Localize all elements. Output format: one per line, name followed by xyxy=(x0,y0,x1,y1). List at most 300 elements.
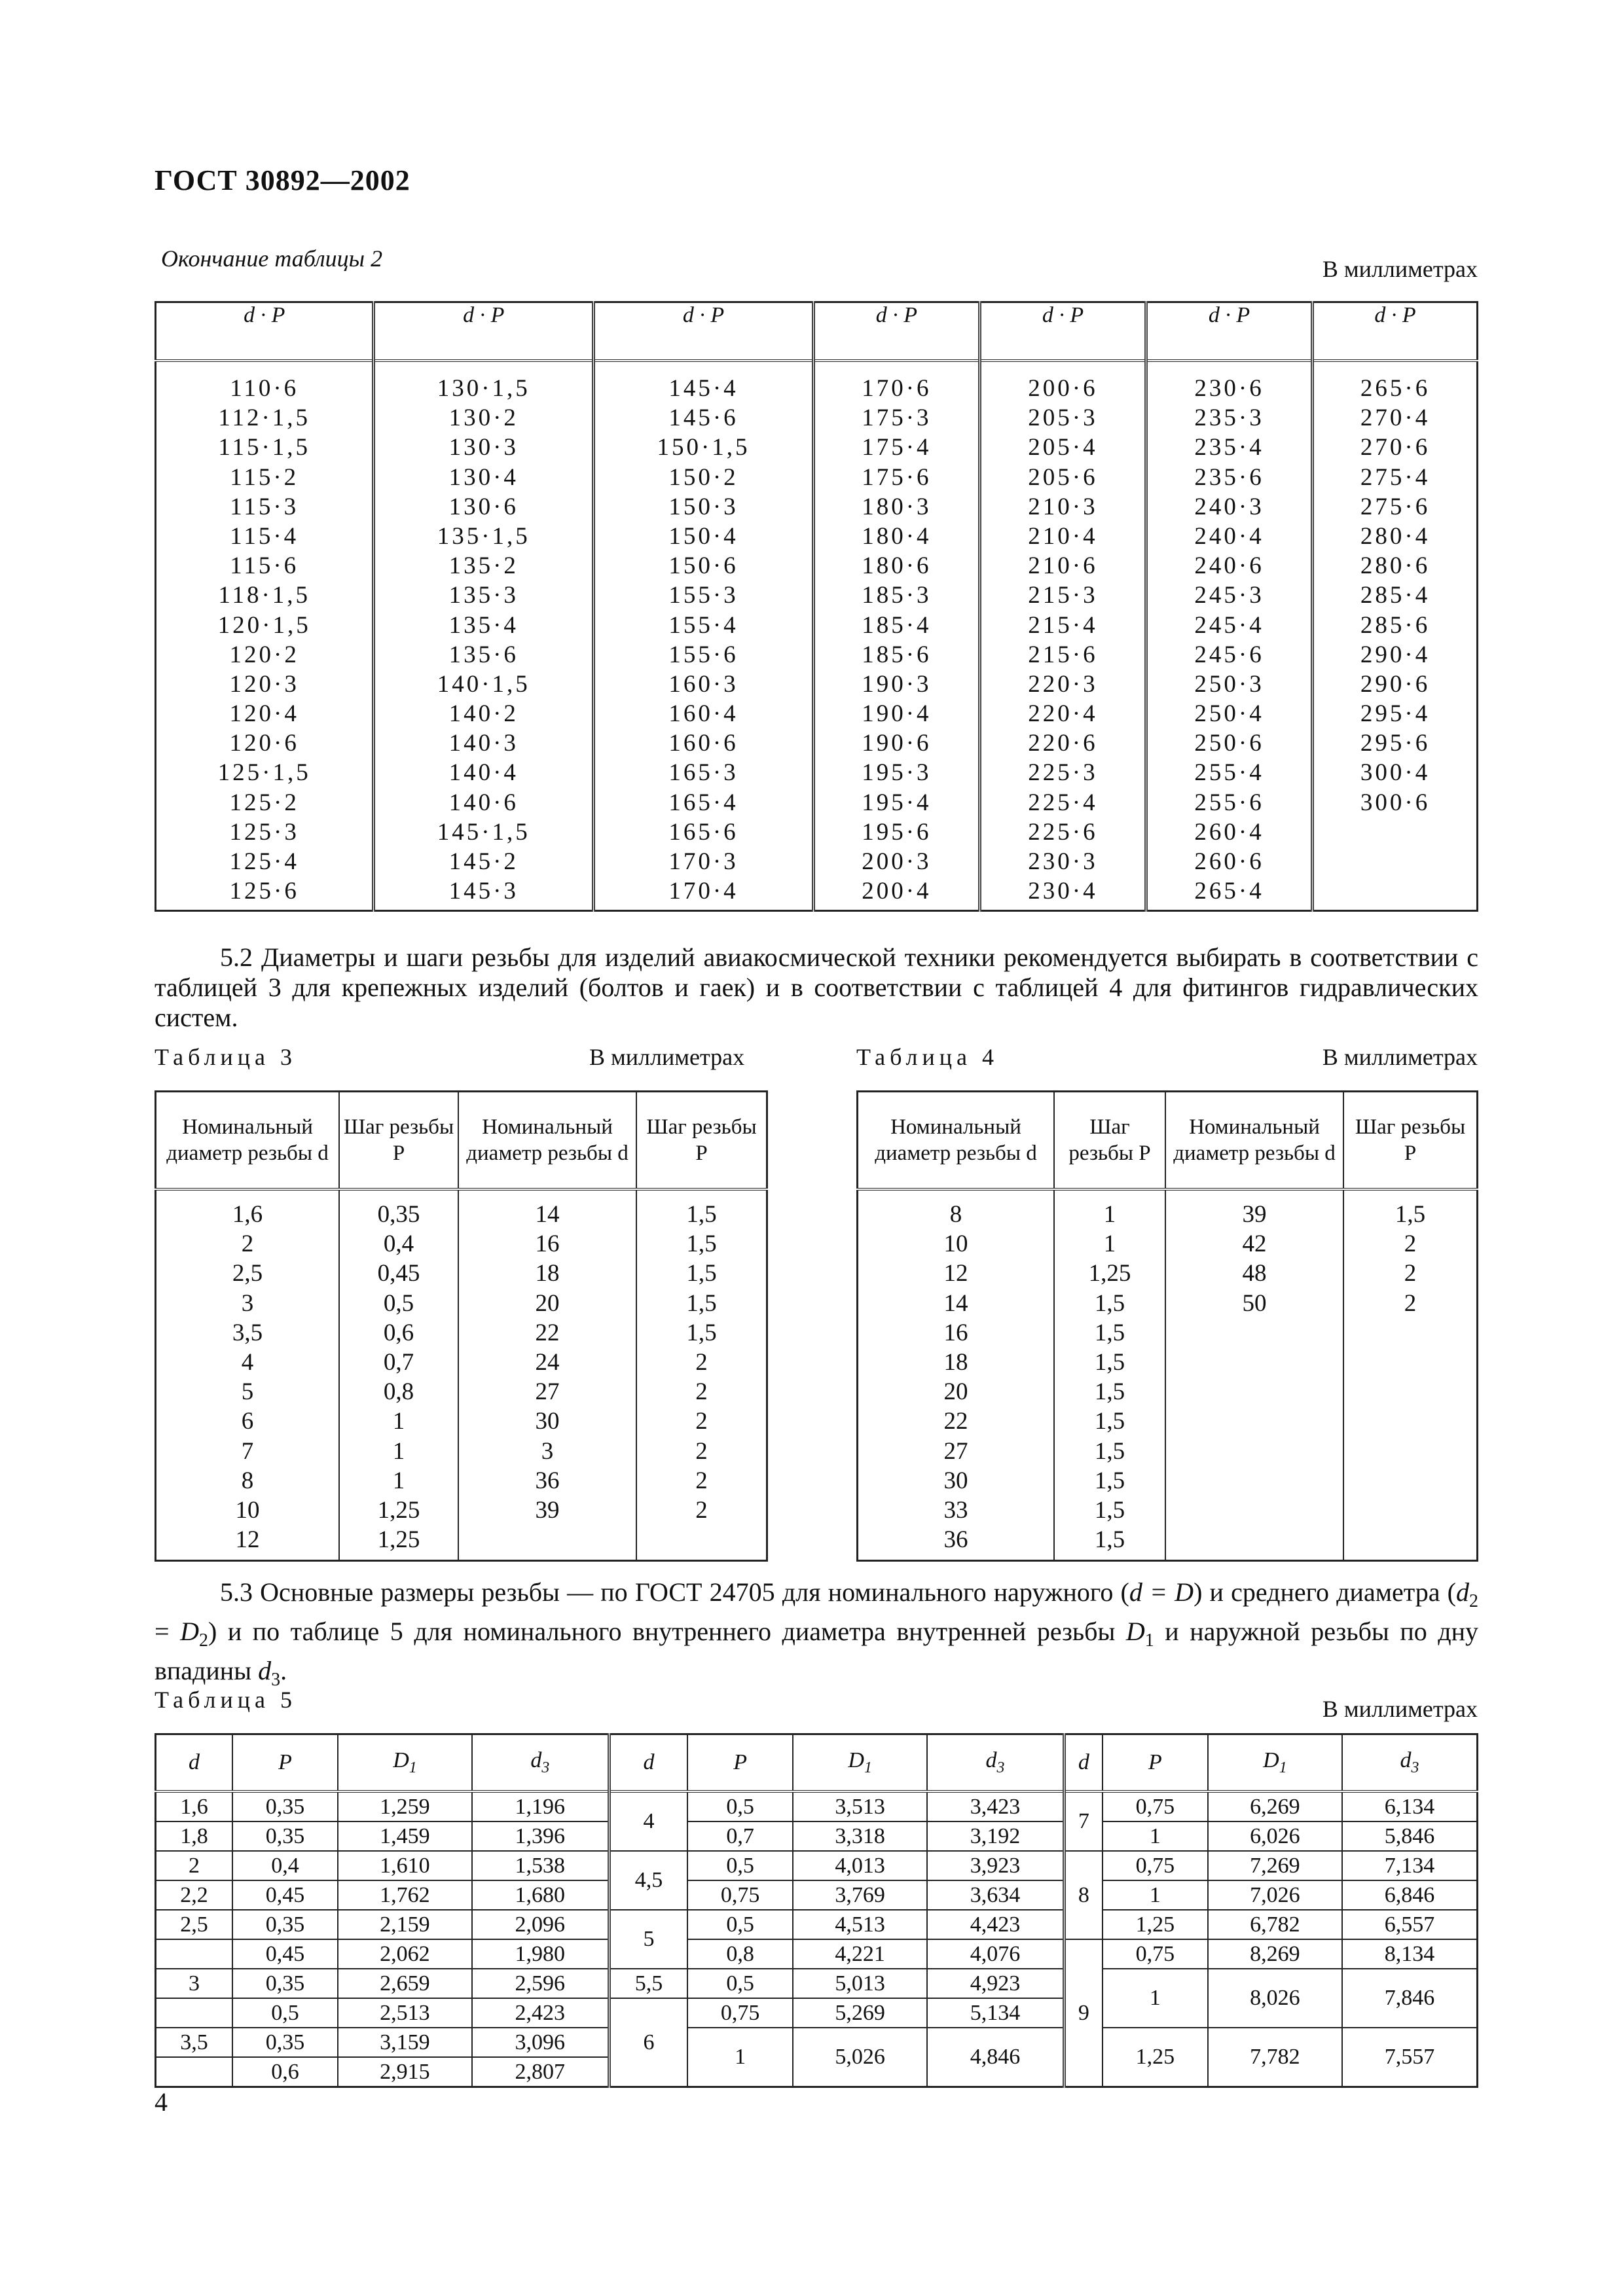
table2-cell: 175·4 xyxy=(862,434,932,461)
table2-cell: 145·4 xyxy=(668,375,739,402)
table5-cell: 0,75 xyxy=(687,1998,793,2028)
table2-header-7: d · P xyxy=(1313,302,1478,361)
table5-cell: 3 xyxy=(156,1969,233,1998)
table2-cell: 145·1,5 xyxy=(437,818,530,846)
table2-cell: 230·6 xyxy=(1194,375,1264,402)
table2-cell: 160·3 xyxy=(668,670,739,698)
page-number: 4 xyxy=(155,2087,168,2117)
table2-cell: 270·4 xyxy=(1360,404,1431,432)
table2-cell: 195·3 xyxy=(862,759,932,787)
table5-cell: 3,318 xyxy=(793,1821,927,1851)
table-cell: 50 xyxy=(1242,1289,1267,1317)
t5-h-d3-2-main: d xyxy=(985,1748,997,1773)
table3-caption: Таблица 3 xyxy=(155,1044,297,1070)
table-cell: 0,35 xyxy=(377,1201,420,1228)
table2-cell: 175·3 xyxy=(862,404,932,432)
table-cell: 1 xyxy=(392,1437,405,1465)
t5-h-d3-1-main: d xyxy=(530,1748,542,1773)
table-cell: 1,5 xyxy=(686,1201,717,1228)
table2-cell: 118·1,5 xyxy=(218,582,311,609)
table5-cell: 3,634 xyxy=(927,1880,1064,1910)
table5-cell: 7 xyxy=(1064,1791,1103,1851)
table2-header-2: d · P xyxy=(374,302,594,361)
table2-cell: 240·3 xyxy=(1194,493,1264,520)
table5-cell: 2,5 xyxy=(156,1910,233,1939)
table5-cell: 7,557 xyxy=(1342,2028,1478,2087)
table2-cell: 180·4 xyxy=(862,522,932,550)
table-cell: 10 xyxy=(235,1496,260,1524)
table5-cell: 4,423 xyxy=(927,1910,1064,1939)
table-cell: 0,5 xyxy=(383,1289,414,1317)
table4-header-pitch: Шаг резьбы P xyxy=(1054,1092,1165,1190)
table2-cell: 135·1,5 xyxy=(437,522,530,550)
table5-row xyxy=(156,1910,1478,1939)
table2-cell: 230·4 xyxy=(1028,878,1098,905)
table2-cell: 220·3 xyxy=(1028,670,1098,698)
table-cell: 22 xyxy=(943,1408,968,1435)
table2-cell: 180·3 xyxy=(862,493,932,520)
table2-cell: 115·1,5 xyxy=(218,434,311,461)
table-cell: 2 xyxy=(241,1230,254,1258)
table2-header-6: d · P xyxy=(1146,302,1313,361)
table2-cell: 285·6 xyxy=(1360,611,1431,639)
table-cell: 2 xyxy=(695,1437,708,1465)
table2-cell: 260·4 xyxy=(1194,818,1264,846)
table2-cell: 155·4 xyxy=(668,611,739,639)
table2-column xyxy=(594,361,814,911)
table2-cell: 125·1,5 xyxy=(217,759,311,787)
t5-h-d3-3-main: d xyxy=(1400,1748,1412,1773)
table-cell: 36 xyxy=(535,1467,560,1494)
table5-row xyxy=(156,1880,1478,1910)
table2-cell: 165·6 xyxy=(668,818,739,846)
table5-cell: 2,159 xyxy=(338,1910,472,1939)
table-cell: 3 xyxy=(541,1437,554,1465)
table2-cell: 140·1,5 xyxy=(437,670,530,698)
table5-cell: 4,923 xyxy=(927,1969,1064,1998)
t5-h-P-1: P xyxy=(232,1734,338,1792)
table5-cell: 3,769 xyxy=(793,1880,927,1910)
table5-row xyxy=(156,1969,1478,1998)
table2-cell: 235·6 xyxy=(1194,463,1264,491)
table5-cell: 0,7 xyxy=(687,1821,793,1851)
para53-eq-sign: = xyxy=(155,1617,181,1646)
table-cell: 4 xyxy=(241,1348,254,1376)
table5-row xyxy=(156,1821,1478,1851)
table2-column xyxy=(1146,361,1313,911)
table-cell: 1 xyxy=(1103,1230,1116,1258)
paragraph-5-3 xyxy=(155,1577,1478,1695)
table2-cell: 145·2 xyxy=(448,848,519,875)
t5-h-d-1: d xyxy=(156,1734,233,1792)
table5-cell: 1,25 xyxy=(1103,2028,1208,2087)
table5-cell xyxy=(156,2057,233,2087)
table5-cell: 0,6 xyxy=(232,2057,338,2087)
table5-cell: 2,807 xyxy=(472,2057,609,2087)
table-cell: 8 xyxy=(949,1201,962,1228)
t5-h-D1-1-main: D xyxy=(393,1748,409,1773)
table-cell: 1 xyxy=(392,1408,405,1435)
t5-h-D1-2-sub: 1 xyxy=(864,1759,872,1776)
table5-cell: 6,269 xyxy=(1208,1791,1342,1821)
table5-cell: 6,134 xyxy=(1342,1791,1478,1821)
para53-D2-sub: 2 xyxy=(198,1630,208,1651)
table2-cell: 225·6 xyxy=(1028,818,1098,846)
table2-cell: 145·3 xyxy=(448,878,519,905)
para53-d3-sub: 3 xyxy=(271,1670,281,1690)
table-cell: 2 xyxy=(695,1378,708,1406)
table3-col-pitch-2 xyxy=(636,1189,767,1561)
table2-cell: 200·6 xyxy=(1028,375,1098,402)
table-cell: 1,5 xyxy=(1094,1348,1125,1376)
table-cell: 2 xyxy=(695,1496,708,1524)
table2-cell: 170·6 xyxy=(862,375,932,402)
table-cell: 20 xyxy=(943,1378,968,1406)
table5-row xyxy=(156,2028,1478,2057)
table5-cell: 3,513 xyxy=(793,1791,927,1821)
table2-cell: 215·4 xyxy=(1028,611,1098,639)
table-cell: 16 xyxy=(535,1230,560,1258)
table2-cell: 130·6 xyxy=(448,493,519,520)
table-cell: 36 xyxy=(943,1526,968,1554)
table2-column xyxy=(979,361,1146,911)
table2-cell: 135·2 xyxy=(448,552,519,580)
para53-eq-d-D: d = D xyxy=(1129,1577,1194,1607)
t5-h-D1-1-sub: 1 xyxy=(409,1759,417,1776)
table2-cell: 285·4 xyxy=(1360,582,1431,609)
table5-cell: 3,159 xyxy=(338,2028,472,2057)
table5-cell: 1,6 xyxy=(156,1791,233,1821)
table5-cell: 0,35 xyxy=(232,2028,338,2057)
table2-cell: 225·3 xyxy=(1028,759,1098,787)
table2-cell: 135·6 xyxy=(448,641,519,668)
para53-text-5: . xyxy=(280,1656,287,1685)
table5-cell: 4,221 xyxy=(793,1939,927,1969)
table5-cell: 1,762 xyxy=(338,1880,472,1910)
table4-header-pitch-2: Шаг резьбы P xyxy=(1343,1092,1478,1190)
table-cell: 24 xyxy=(535,1348,560,1376)
table5-cell: 5,5 xyxy=(609,1969,687,1998)
table2-cell: 150·2 xyxy=(668,463,739,491)
table2-cell: 250·3 xyxy=(1194,670,1264,698)
t5-h-D1-1 xyxy=(338,1734,472,1792)
table2-cell: 130·2 xyxy=(448,404,519,432)
table-cell: 14 xyxy=(535,1201,560,1228)
table2-cell: 250·6 xyxy=(1194,730,1264,757)
table5-cell: 1,25 xyxy=(1103,1910,1208,1939)
table5-cell: 0,4 xyxy=(232,1851,338,1880)
para53-text-3: ) и по таблице 5 для номинального внутреннего диаметра внутренней резьбы xyxy=(208,1617,1126,1646)
table-cell: 14 xyxy=(943,1289,968,1317)
table5-cell: 7,782 xyxy=(1208,2028,1342,2087)
table5-cell: 8,269 xyxy=(1208,1939,1342,1969)
t5-h-D1-2-main: D xyxy=(848,1748,864,1773)
table2-cell: 185·3 xyxy=(862,582,932,609)
table-cell: 7 xyxy=(241,1437,254,1465)
table5 xyxy=(155,1733,1478,2088)
table5-cell xyxy=(156,1998,233,2028)
table5-cell: 7,026 xyxy=(1208,1880,1342,1910)
table5-cell: 0,35 xyxy=(232,1969,338,1998)
table5-cell: 0,5 xyxy=(687,1910,793,1939)
table5-cell: 6,026 xyxy=(1208,1821,1342,1851)
table5-cell: 0,35 xyxy=(232,1910,338,1939)
table2-cell: 205·4 xyxy=(1028,434,1098,461)
table5-units: В миллиметрах xyxy=(1322,1696,1478,1722)
table5-cell: 2,596 xyxy=(472,1969,609,1998)
table2-cell: 215·3 xyxy=(1028,582,1098,609)
table4-col-pitch xyxy=(1054,1189,1165,1561)
table-cell: 1,5 xyxy=(1094,1526,1125,1554)
table5-cell: 0,35 xyxy=(232,1821,338,1851)
table5-cell: 0,75 xyxy=(687,1880,793,1910)
table-cell: 3 xyxy=(241,1289,254,1317)
table5-cell: 1,610 xyxy=(338,1851,472,1880)
table2-cell: 150·3 xyxy=(668,493,739,520)
table2-cell: 245·3 xyxy=(1194,582,1264,609)
table-cell: 1,5 xyxy=(686,1230,717,1258)
table5-cell xyxy=(156,1939,233,1969)
table2-cell: 295·6 xyxy=(1360,730,1431,757)
table-cell: 3,5 xyxy=(232,1319,263,1346)
table2-units: В миллиметрах xyxy=(1322,256,1478,282)
table2-header-5: d · P xyxy=(979,302,1146,361)
table2-cell: 280·4 xyxy=(1360,522,1431,550)
paragraph-5-2: 5.2 Диаметры и шаги резьбы для изделий авиакосмической техники рекомендуется выбирать в соответствии с таблицей 3 для крепежных изделий (болтов и гаек) и в соответствии с таблицей 4 для фитингов гидравлических систем. xyxy=(155,942,1478,1032)
table3-col-diameter xyxy=(156,1189,340,1561)
t5-h-D1-3-main: D xyxy=(1263,1748,1279,1773)
table2-cell: 135·3 xyxy=(448,582,519,609)
table2-cell: 130·4 xyxy=(448,463,519,491)
table2-cell: 255·4 xyxy=(1194,759,1264,787)
table-cell: 5 xyxy=(241,1378,254,1406)
table-cell: 27 xyxy=(535,1378,560,1406)
table-cell: 33 xyxy=(943,1496,968,1524)
table2-cell: 115·6 xyxy=(230,552,299,580)
table-cell: 1,5 xyxy=(686,1319,717,1346)
table2-cell: 270·6 xyxy=(1360,434,1431,461)
table-cell: 12 xyxy=(943,1260,968,1287)
table2-cell: 120·6 xyxy=(229,730,299,757)
table5-cell: 0,45 xyxy=(232,1880,338,1910)
table2-cell: 160·4 xyxy=(668,700,739,728)
para53-text-1: 5.3 Основные размеры резьбы — по ГОСТ 24705 для номинального наружного ( xyxy=(220,1577,1129,1607)
table2-header-1: d · P xyxy=(156,302,374,361)
table5-cell: 5,134 xyxy=(927,1998,1064,2028)
table-cell: 0,6 xyxy=(383,1319,414,1346)
table2-cell: 175·6 xyxy=(862,463,932,491)
table2-cell: 205·6 xyxy=(1028,463,1098,491)
table5-cell: 8,026 xyxy=(1208,1969,1342,2028)
table2-cell: 115·4 xyxy=(230,522,299,550)
table2-cell: 145·6 xyxy=(668,404,739,432)
table2-cell: 180·6 xyxy=(862,552,932,580)
table-cell: 10 xyxy=(943,1230,968,1258)
table2-cell: 170·4 xyxy=(668,878,739,905)
para53-D1-sub: 1 xyxy=(1144,1630,1154,1651)
table-cell: 1,5 xyxy=(1094,1496,1125,1524)
table2-cell: 210·4 xyxy=(1028,522,1098,550)
table2-cell: 160·6 xyxy=(668,730,739,757)
table2-cell: 260·6 xyxy=(1194,848,1264,875)
table4-col-diameter xyxy=(858,1189,1055,1561)
table-cell: 0,45 xyxy=(377,1260,420,1287)
table2-cell: 140·6 xyxy=(448,789,519,816)
table5-cell: 0,75 xyxy=(1103,1791,1208,1821)
table5-cell: 2,659 xyxy=(338,1969,472,1998)
table2-cell: 155·6 xyxy=(668,641,739,668)
table2-cell: 125·4 xyxy=(229,848,299,875)
table2-cell: 185·4 xyxy=(862,611,932,639)
table5-cell: 1,8 xyxy=(156,1821,233,1851)
para53-text-2: ) и среднего диаметра ( xyxy=(1194,1577,1457,1607)
table2-cell: 165·4 xyxy=(668,789,739,816)
para53-d2: d xyxy=(1456,1577,1470,1607)
table3-units: В миллиметрах xyxy=(589,1044,745,1070)
table2-column xyxy=(156,361,374,911)
table-cell: 1,5 xyxy=(1395,1201,1426,1228)
table2-cell: 290·6 xyxy=(1360,670,1431,698)
table2-cell: 150·4 xyxy=(668,522,739,550)
table-cell: 2 xyxy=(695,1467,708,1494)
table5-row xyxy=(156,1939,1478,1969)
table5-cell: 2,062 xyxy=(338,1939,472,1969)
table4-col-diameter-2 xyxy=(1165,1189,1343,1561)
table-cell: 2 xyxy=(695,1348,708,1376)
table5-cell: 7,846 xyxy=(1342,1969,1478,2028)
t5-h-d3-3 xyxy=(1342,1734,1478,1792)
table5-cell: 5,846 xyxy=(1342,1821,1478,1851)
table-cell: 1,25 xyxy=(377,1496,420,1524)
t5-h-d3-1 xyxy=(472,1734,609,1792)
table2-cell: 280·6 xyxy=(1360,552,1431,580)
table2-cell: 170·3 xyxy=(668,848,739,875)
t5-h-d-2: d xyxy=(609,1734,687,1792)
table2-cell: 200·4 xyxy=(862,878,932,905)
table2-column xyxy=(374,361,594,911)
table2-cell: 130·1,5 xyxy=(437,375,530,402)
table5-cell: 4,013 xyxy=(793,1851,927,1880)
table2-cell: 150·6 xyxy=(668,552,739,580)
table5-cell: 6,782 xyxy=(1208,1910,1342,1939)
table5-cell: 7,134 xyxy=(1342,1851,1478,1880)
table-cell: 18 xyxy=(943,1348,968,1376)
table5-cell: 0,75 xyxy=(1103,1939,1208,1969)
table-cell: 2 xyxy=(695,1408,708,1435)
table-cell: 2 xyxy=(1404,1230,1417,1258)
table5-cell: 8 xyxy=(1064,1851,1103,1939)
table2-cell: 300·4 xyxy=(1360,759,1431,787)
table2-cell: 300·6 xyxy=(1360,789,1431,816)
table5-cell: 1,459 xyxy=(338,1821,472,1851)
table-cell: 16 xyxy=(943,1319,968,1346)
table5-row xyxy=(156,1851,1478,1880)
table-cell: 48 xyxy=(1242,1260,1267,1287)
para53-D2: D xyxy=(180,1617,199,1646)
table2 xyxy=(155,301,1478,912)
table2-cell: 120·4 xyxy=(229,700,299,728)
table-cell: 30 xyxy=(943,1467,968,1494)
table2-cell: 265·6 xyxy=(1360,375,1431,402)
table5-cell: 4 xyxy=(609,1791,687,1851)
table-cell: 1,5 xyxy=(1094,1408,1125,1435)
t5-h-d3-2 xyxy=(927,1734,1064,1792)
table2-cell: 255·6 xyxy=(1194,789,1264,816)
table-cell: 2,5 xyxy=(232,1260,263,1287)
table2-cell: 220·4 xyxy=(1028,700,1098,728)
table4-header-diameter: Номинальный диаметр резьбы d xyxy=(858,1092,1055,1190)
table2-cell: 240·6 xyxy=(1194,552,1264,580)
table-cell: 1,5 xyxy=(1094,1289,1125,1317)
table-cell: 20 xyxy=(535,1289,560,1317)
table2-cell: 125·6 xyxy=(229,878,299,905)
table2-cell: 210·6 xyxy=(1028,552,1098,580)
table2-cell: 165·3 xyxy=(668,759,739,787)
table2-cell: 135·4 xyxy=(448,611,519,639)
table2-cell: 265·4 xyxy=(1194,878,1264,905)
table5-cell: 1 xyxy=(1103,1880,1208,1910)
table-cell: 0,7 xyxy=(383,1348,414,1376)
table-cell: 6 xyxy=(241,1408,254,1435)
table5-cell: 0,5 xyxy=(687,1791,793,1821)
document-title: ГОСТ 30892—2002 xyxy=(155,164,410,196)
table-cell: 0,4 xyxy=(383,1230,414,1258)
table5-cell: 1 xyxy=(1103,1969,1208,2028)
table2-cell: 140·4 xyxy=(448,759,519,787)
table2-caption: Окончание таблицы 2 xyxy=(161,245,383,272)
table2-cell: 250·4 xyxy=(1194,700,1264,728)
table3-col-diameter-2 xyxy=(458,1189,636,1561)
table5-cell: 0,5 xyxy=(232,1998,338,2028)
table5-caption: Таблица 5 xyxy=(155,1687,297,1713)
table2-header-4: d · P xyxy=(813,302,979,361)
table-cell: 1,5 xyxy=(1094,1437,1125,1465)
table5-cell: 5,013 xyxy=(793,1969,927,1998)
table5-cell: 2 xyxy=(156,1851,233,1880)
table4-header-diameter-2: Номинальный диаметр резьбы d xyxy=(1165,1092,1343,1190)
table3-header-pitch: Шаг резьбы P xyxy=(339,1092,458,1190)
table2-cell: 220·6 xyxy=(1028,730,1098,757)
table5-cell: 5 xyxy=(609,1910,687,1969)
table5-cell: 4,5 xyxy=(609,1851,687,1910)
table3-header-diameter: Номинальный диаметр резьбы d xyxy=(156,1092,340,1190)
table2-cell: 195·6 xyxy=(862,818,932,846)
table2-cell: 235·3 xyxy=(1194,404,1264,432)
table2-cell: 235·4 xyxy=(1194,434,1264,461)
table-cell: 22 xyxy=(535,1319,560,1346)
table-cell: 1,25 xyxy=(1088,1260,1131,1287)
table5-cell: 6,557 xyxy=(1342,1910,1478,1939)
table2-cell: 110·6 xyxy=(230,375,299,402)
table2-cell: 120·1,5 xyxy=(217,611,311,639)
table2-cell: 275·6 xyxy=(1360,493,1431,520)
table-cell: 0,8 xyxy=(383,1378,414,1406)
table-cell: 42 xyxy=(1242,1230,1267,1258)
table2-cell: 185·6 xyxy=(862,641,932,668)
table3 xyxy=(155,1090,768,1562)
table2-cell: 275·4 xyxy=(1360,463,1431,491)
table5-cell: 4,846 xyxy=(927,2028,1064,2087)
table-cell: 27 xyxy=(943,1437,968,1465)
table5-cell: 8,134 xyxy=(1342,1939,1478,1969)
table-cell: 12 xyxy=(235,1526,260,1554)
table4 xyxy=(856,1090,1478,1562)
table5-cell: 3,096 xyxy=(472,2028,609,2057)
para53-D1: D xyxy=(1125,1617,1145,1646)
table5-cell: 6 xyxy=(609,1998,687,2087)
table5-cell: 1,396 xyxy=(472,1821,609,1851)
table-cell: 8 xyxy=(241,1467,254,1494)
